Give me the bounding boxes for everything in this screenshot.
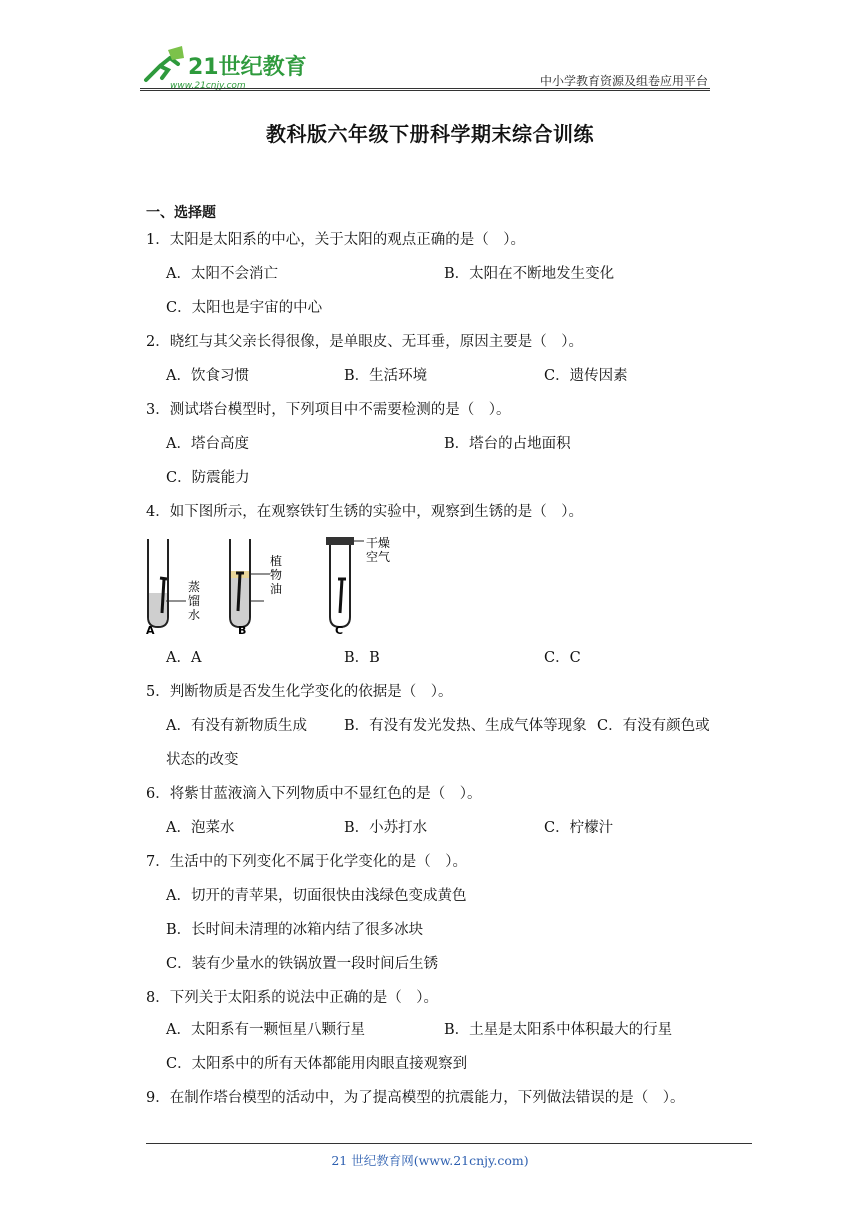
section-title: 一、选择题 — [146, 205, 216, 221]
option: A．A — [166, 650, 202, 666]
option: A．太阳系有一颗恒星八颗行星 — [166, 1022, 365, 1038]
option: C．柠檬汁 — [544, 820, 614, 836]
question-stem: 3．测试塔台模型时，下列项目中不需要检测的是（ ）。 — [146, 402, 511, 418]
option: C．有没有颜色或 — [597, 718, 710, 734]
question-stem: 7．生活中的下列变化不属于化学变化的是（ ）。 — [146, 854, 467, 870]
question-stem: 4．如下图所示，在观察铁钉生锈的实验中，观察到生锈的是（ ）。 — [146, 504, 583, 520]
page-title: 教科版六年级下册科学期末综合训练 — [266, 122, 594, 146]
test-tube-b — [230, 539, 282, 635]
option: C．太阳系中的所有天体都能用肉眼直接观察到 — [166, 1056, 468, 1072]
label-water-2: 馏 — [188, 594, 201, 608]
label-oil-3: 油 — [270, 582, 283, 596]
option: B．太阳在不断地发生变化 — [444, 266, 615, 282]
header-rule-2 — [140, 90, 710, 91]
option: A．太阳不会消亡 — [166, 266, 278, 282]
label-oil-2: 物 — [270, 568, 283, 582]
site-logo — [140, 44, 320, 94]
label-water-3: 水 — [188, 608, 201, 622]
option: B．土星是太阳系中体积最大的行星 — [444, 1022, 673, 1038]
label-air-1: 干燥 — [366, 536, 391, 550]
option-continued: 状态的改变 — [166, 752, 239, 768]
option: B．B — [344, 650, 380, 666]
question-stem: 5．判断物质是否发生化学变化的依据是（ ）。 — [146, 684, 453, 700]
footer-rule — [146, 1143, 752, 1144]
question-stem: 8．下列关于太阳系的说法中正确的是（ ）。 — [146, 990, 438, 1006]
question-stem: 1．太阳是太阳系的中心，关于太阳的观点正确的是（ ）。 — [146, 232, 525, 248]
tube-label-b: B — [238, 624, 247, 635]
question-stem: 2．晓红与其父亲长得很像，是单眼皮、无耳垂，原因主要是（ ）。 — [146, 334, 583, 350]
option: C．防震能力 — [166, 470, 250, 486]
option: A．有没有新物质生成 — [166, 718, 307, 734]
option: B．长时间未清理的冰箱内结了很多冰块 — [166, 922, 424, 938]
option: A．饮食习惯 — [166, 368, 249, 384]
tube-label-a: A — [146, 624, 155, 635]
header-rule — [140, 88, 710, 89]
option: B．塔台的占地面积 — [444, 436, 571, 452]
test-tube-a — [146, 539, 200, 635]
option: C．装有少量水的铁锅放置一段时间后生锈 — [166, 956, 439, 972]
option: B．小苏打水 — [344, 820, 428, 836]
option: C．遗传因素 — [544, 368, 628, 384]
label-oil-1: 植 — [270, 554, 283, 568]
tube-label-c: C — [335, 624, 344, 635]
rust-experiment-figure — [142, 533, 412, 635]
option: B．有没有发光发热、生成气体等现象 — [344, 718, 587, 734]
label-air-2: 空气 — [366, 550, 391, 564]
option: A．塔台高度 — [166, 436, 249, 452]
option: C．C — [544, 650, 581, 666]
question-stem: 6．将紫甘蓝液滴入下列物质中不显红色的是（ ）。 — [146, 786, 482, 802]
test-tube-c — [326, 535, 390, 635]
option: C．太阳也是宇宙的中心 — [166, 300, 323, 316]
runner-icon — [146, 58, 178, 80]
footer-link[interactable]: 21 世纪教育网(www.21cnjy.com) — [331, 1153, 529, 1168]
label-water-1: 蒸 — [188, 580, 201, 594]
option: A．泡菜水 — [166, 820, 235, 836]
question-stem: 9．在制作塔台模型的活动中，为了提高模型的抗震能力，下列做法错误的是（ ）。 — [146, 1090, 685, 1106]
option: B．生活环境 — [344, 368, 428, 384]
option: A．切开的青苹果，切面很快由浅绿色变成黄色 — [166, 888, 467, 904]
platform-name: 中小学教育资源及组卷应用平台 — [539, 74, 708, 88]
logo-text: 21世纪教育 — [188, 55, 307, 80]
logo-url: www.21cnjy.com — [170, 81, 246, 91]
